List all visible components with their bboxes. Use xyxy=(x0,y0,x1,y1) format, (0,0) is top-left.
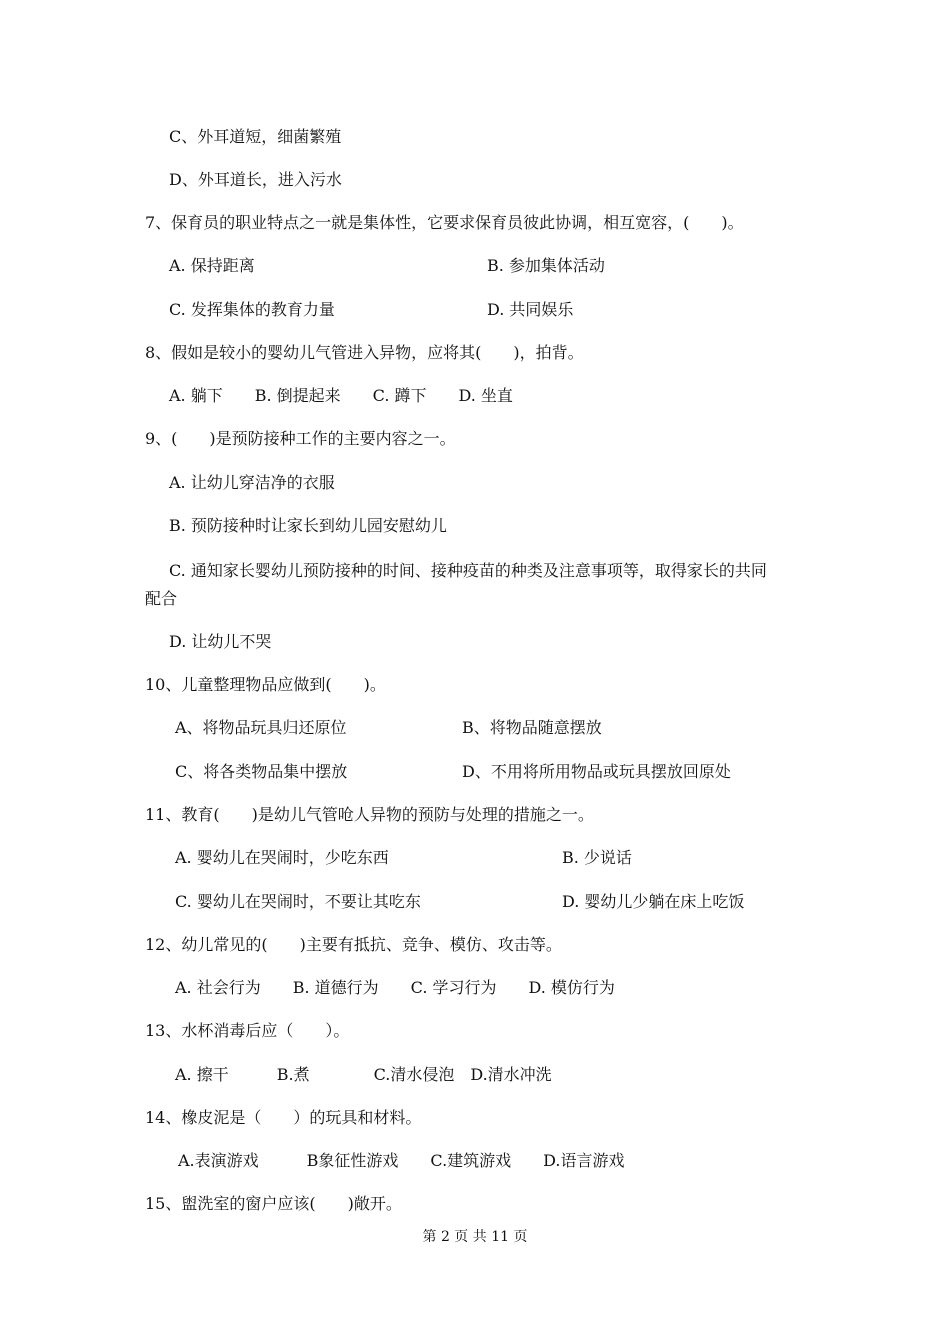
q10-option-d: D、不用将所用物品或玩具摆放回原处 xyxy=(462,762,731,781)
q7-option-b: B. 参加集体活动 xyxy=(487,256,605,275)
question-12: 12、幼儿常见的( )主要有抵抗、竞争、模仿、攻击等。 xyxy=(145,935,562,954)
q13-options: A. 擦干 B.煮 C.清水侵泡 D.清水冲洗 xyxy=(175,1065,552,1084)
q11-option-d: D. 婴幼儿少躺在床上吃饭 xyxy=(562,892,745,911)
q7-option-c: C. 发挥集体的教育力量 xyxy=(169,300,335,319)
q7-option-d: D. 共同娱乐 xyxy=(487,300,574,319)
q10-option-a: A、将物品玩具归还原位 xyxy=(175,718,347,737)
q9-option-c-line1: C. 通知家长婴幼儿预防接种的时间、接种疫苗的种类及注意事项等，取得家长的共同 xyxy=(169,561,767,580)
question-11: 11、教育( )是幼儿气管呛人异物的预防与处理的措施之一。 xyxy=(145,805,594,824)
q11-option-a: A. 婴幼儿在哭闹时，少吃东西 xyxy=(175,848,389,867)
q9-option-c-line2: 配合 xyxy=(145,589,178,608)
question-9: 9、( )是预防接种工作的主要内容之一。 xyxy=(145,429,456,448)
q9-option-a: A. 让幼儿穿洁净的衣服 xyxy=(169,473,335,492)
q14-options: A.表演游戏 B象征性游戏 C.建筑游戏 D.语言游戏 xyxy=(178,1151,625,1170)
question-7: 7、保育员的职业特点之一就是集体性，它要求保育员彼此协调，相互宽容，( )。 xyxy=(145,213,744,232)
question-8: 8、假如是较小的婴幼儿气管进入异物，应将其( )，拍背。 xyxy=(145,343,584,362)
question-13: 13、水杯消毒后应（ ）。 xyxy=(145,1021,350,1040)
q7-option-a: A. 保持距离 xyxy=(169,256,255,275)
question-15: 15、盥洗室的窗户应该( )敞开。 xyxy=(145,1194,402,1213)
q11-option-c: C. 婴幼儿在哭闹时，不要让其吃东 xyxy=(175,892,421,911)
q9-option-b: B. 预防接种时让家长到幼儿园安慰幼儿 xyxy=(169,516,447,535)
question-10: 10、儿童整理物品应做到( )。 xyxy=(145,675,386,694)
q8-options: A. 躺下 B. 倒提起来 C. 蹲下 D. 坐直 xyxy=(169,386,513,405)
q9-option-d: D. 让幼儿不哭 xyxy=(169,632,272,651)
question-14: 14、橡皮泥是（ ）的玩具和材料。 xyxy=(145,1108,422,1127)
q10-option-b: B、将物品随意摆放 xyxy=(462,718,602,737)
q12-options: A. 社会行为 B. 道德行为 C. 学习行为 D. 模仿行为 xyxy=(175,978,615,997)
q6-option-c: C、外耳道短，细菌繁殖 xyxy=(169,127,342,146)
q11-option-b: B. 少说话 xyxy=(562,848,632,867)
q10-option-c: C、将各类物品集中摆放 xyxy=(175,762,348,781)
page-footer: 第 2 页 共 11 页 xyxy=(422,1229,528,1245)
q6-option-d: D、外耳道长，进入污水 xyxy=(169,170,342,189)
